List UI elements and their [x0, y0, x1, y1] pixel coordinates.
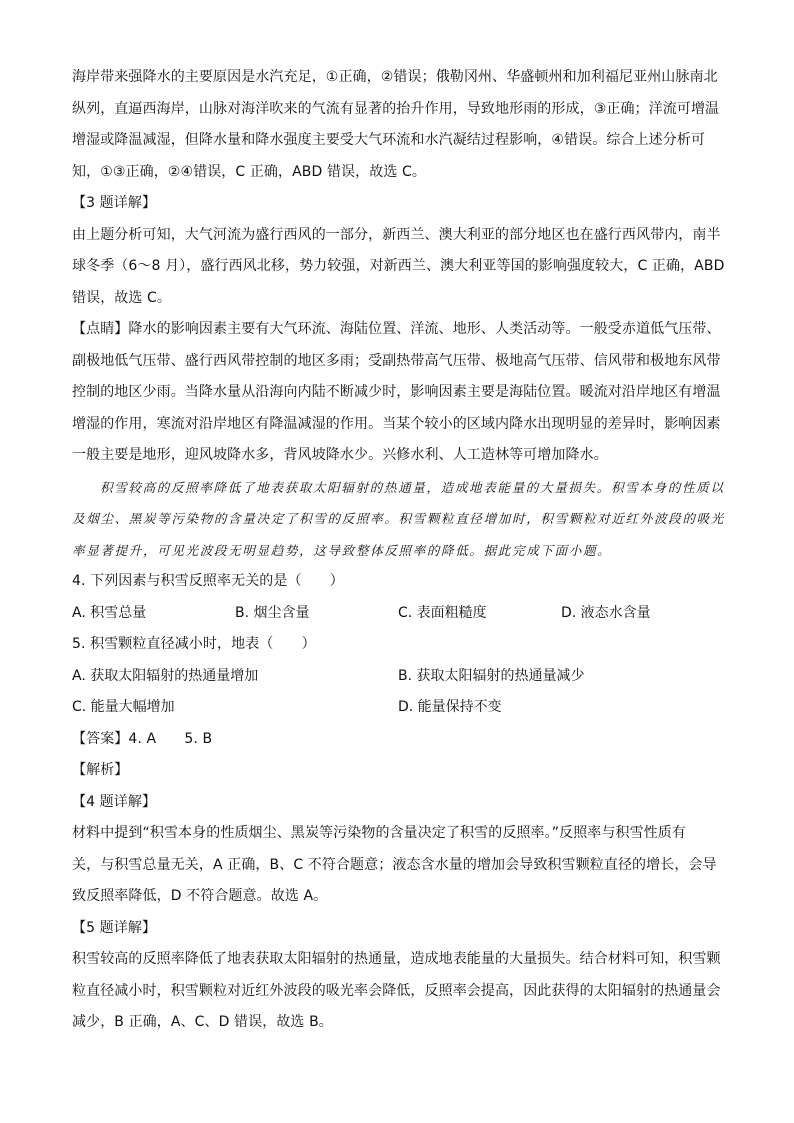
question4-options [72, 598, 724, 630]
option-c: C. 表面粗糙度 [398, 604, 487, 621]
q4-line: 关，与积雪总量无关，A 正确，B、C 不符合题意；液态含水量的增加会导致积雪颗粒直径的增长，会导 [72, 856, 717, 873]
option-b: B. 烟尘含量 [235, 604, 310, 621]
intro-line: 纵列，直逼西海岸，山脉对海洋吹来的气流有显著的抬升作用，导致地形雨的形成，③正确；洋流可增温 [72, 100, 720, 117]
q3-line: 球冬季（6～8 月），盛行西风北移，势力较强，对新西兰、澳大利亚等国的影响强度较大，C 正确，ABD [72, 258, 725, 274]
option-a: A. 获取太阳辐射的热通量增加 [72, 667, 259, 684]
answer-text: 4. A 5. B [128, 730, 213, 747]
analysis-heading: 【解析】 [72, 762, 129, 778]
question5-options-row1 [72, 661, 724, 693]
dianjing-line: 副极地低气压带、盛行西风带控制的地区多雨；受副热带高气压带、极地高气压带、信风带和极地东风带 [72, 352, 721, 369]
option-d: D. 能量保持不变 [398, 699, 502, 715]
question4-stem: 4. 下列因素与积雪反照率无关的是（ ） [72, 573, 344, 589]
intro-line: 知，①③正确，②④错误，C 正确，ABD 错误，故选 C。 [72, 163, 426, 180]
q5-line: 减少，B 正确，A、C、D 错误，故选 B。 [72, 1014, 333, 1030]
material-line: 积雪较高的反照率降低了地表获取太阳辐射的热通量，造成地表能量的大量损失。积雪本身的性质以 [100, 479, 725, 495]
dianjing-tag: 【点睛】 [72, 321, 129, 337]
intro-line: 海岸带来强降水的主要原因是水汽充足，①正确，②错误；俄勒冈州、华盛顿州和加利福尼亚州山脉南北 [72, 69, 718, 85]
dianjing-line: 一般主要是地形，迎风坡降水多，背风坡降水少。兴修水利、人工造林等可增加降水。 [72, 447, 608, 463]
q5-heading: 【5 题详解】 [72, 919, 157, 936]
option-b: B. 获取太阳辐射的热通量减少 [398, 667, 585, 684]
q4-line: 材料中提到“积雪本身的性质烟尘、黑炭等污染物的含量决定了积雪的反照率。”反照率与积雪性质有 [72, 825, 687, 841]
material-line: 率显著提升，可见光波段无明显趋势，这导致整体反照率的降低。据此完成下面小题。 [72, 542, 612, 558]
answer-line [72, 724, 724, 756]
option-a: A. 积雪总量 [72, 604, 147, 621]
q4-heading: 【4 题详解】 [72, 793, 157, 810]
dianjing-first-text: 降水的影响因素主要有大气环流、海陆位置、洋流、地形、人类活动等。一般受赤道低气压带、 [128, 321, 721, 337]
question5-options-row2 [72, 692, 724, 724]
q3-heading: 【3 题详解】 [72, 195, 157, 211]
option-d: D. 液态水含量 [561, 604, 651, 621]
question5-stem: 5. 积雪颗粒直径减小时，地表（ ） [72, 636, 316, 652]
q3-line: 错误，故选 C。 [72, 289, 172, 306]
dianjing-first-line [72, 314, 724, 346]
q3-line: 由上题分析可知，大气河流为盛行西风的一部分，新西兰、澳大利亚的部分地区也在盛行西风带内，南半 [72, 226, 721, 243]
q5-line: 积雪较高的反照率降低了地表获取太阳辐射的热通量，造成地表能量的大量损失。结合材料可知，积雪颗 [72, 951, 721, 967]
material-line: 及烟尘、黑炭等污染物的含量决定了积雪的反照率。积雪颗粒直径增加时，积雪颗粒对近红外波段的吸光 [72, 511, 725, 526]
answer-tag: 【答案】 [72, 730, 129, 747]
dianjing-line: 控制的地区少雨。当降水量从沿海向内陆不断减少时，影响因素主要是海陆位置。暖流对沿岸地区有增温 [72, 384, 721, 400]
dianjing-line: 增湿的作用，寒流对沿岸地区有降温减湿的作用。当某个较小的区域内降水出现明显的差异时，影响因素 [72, 415, 721, 432]
document-page [72, 62, 724, 1039]
option-c: C. 能量大幅增加 [72, 699, 175, 715]
intro-line: 增湿或降温减湿，但降水量和降水强度主要受大气环流和水汽凝结过程影响，④错误。综合上述分析可 [72, 132, 706, 148]
q4-line: 致反照率降低，D 不符合题意。故选 A。 [72, 888, 328, 904]
q5-line: 粒直径减小时，积雪颗粒对近红外波段的吸光率会降低，反照率会提高，因此获得的太阳辐射的热通量会 [72, 982, 721, 999]
